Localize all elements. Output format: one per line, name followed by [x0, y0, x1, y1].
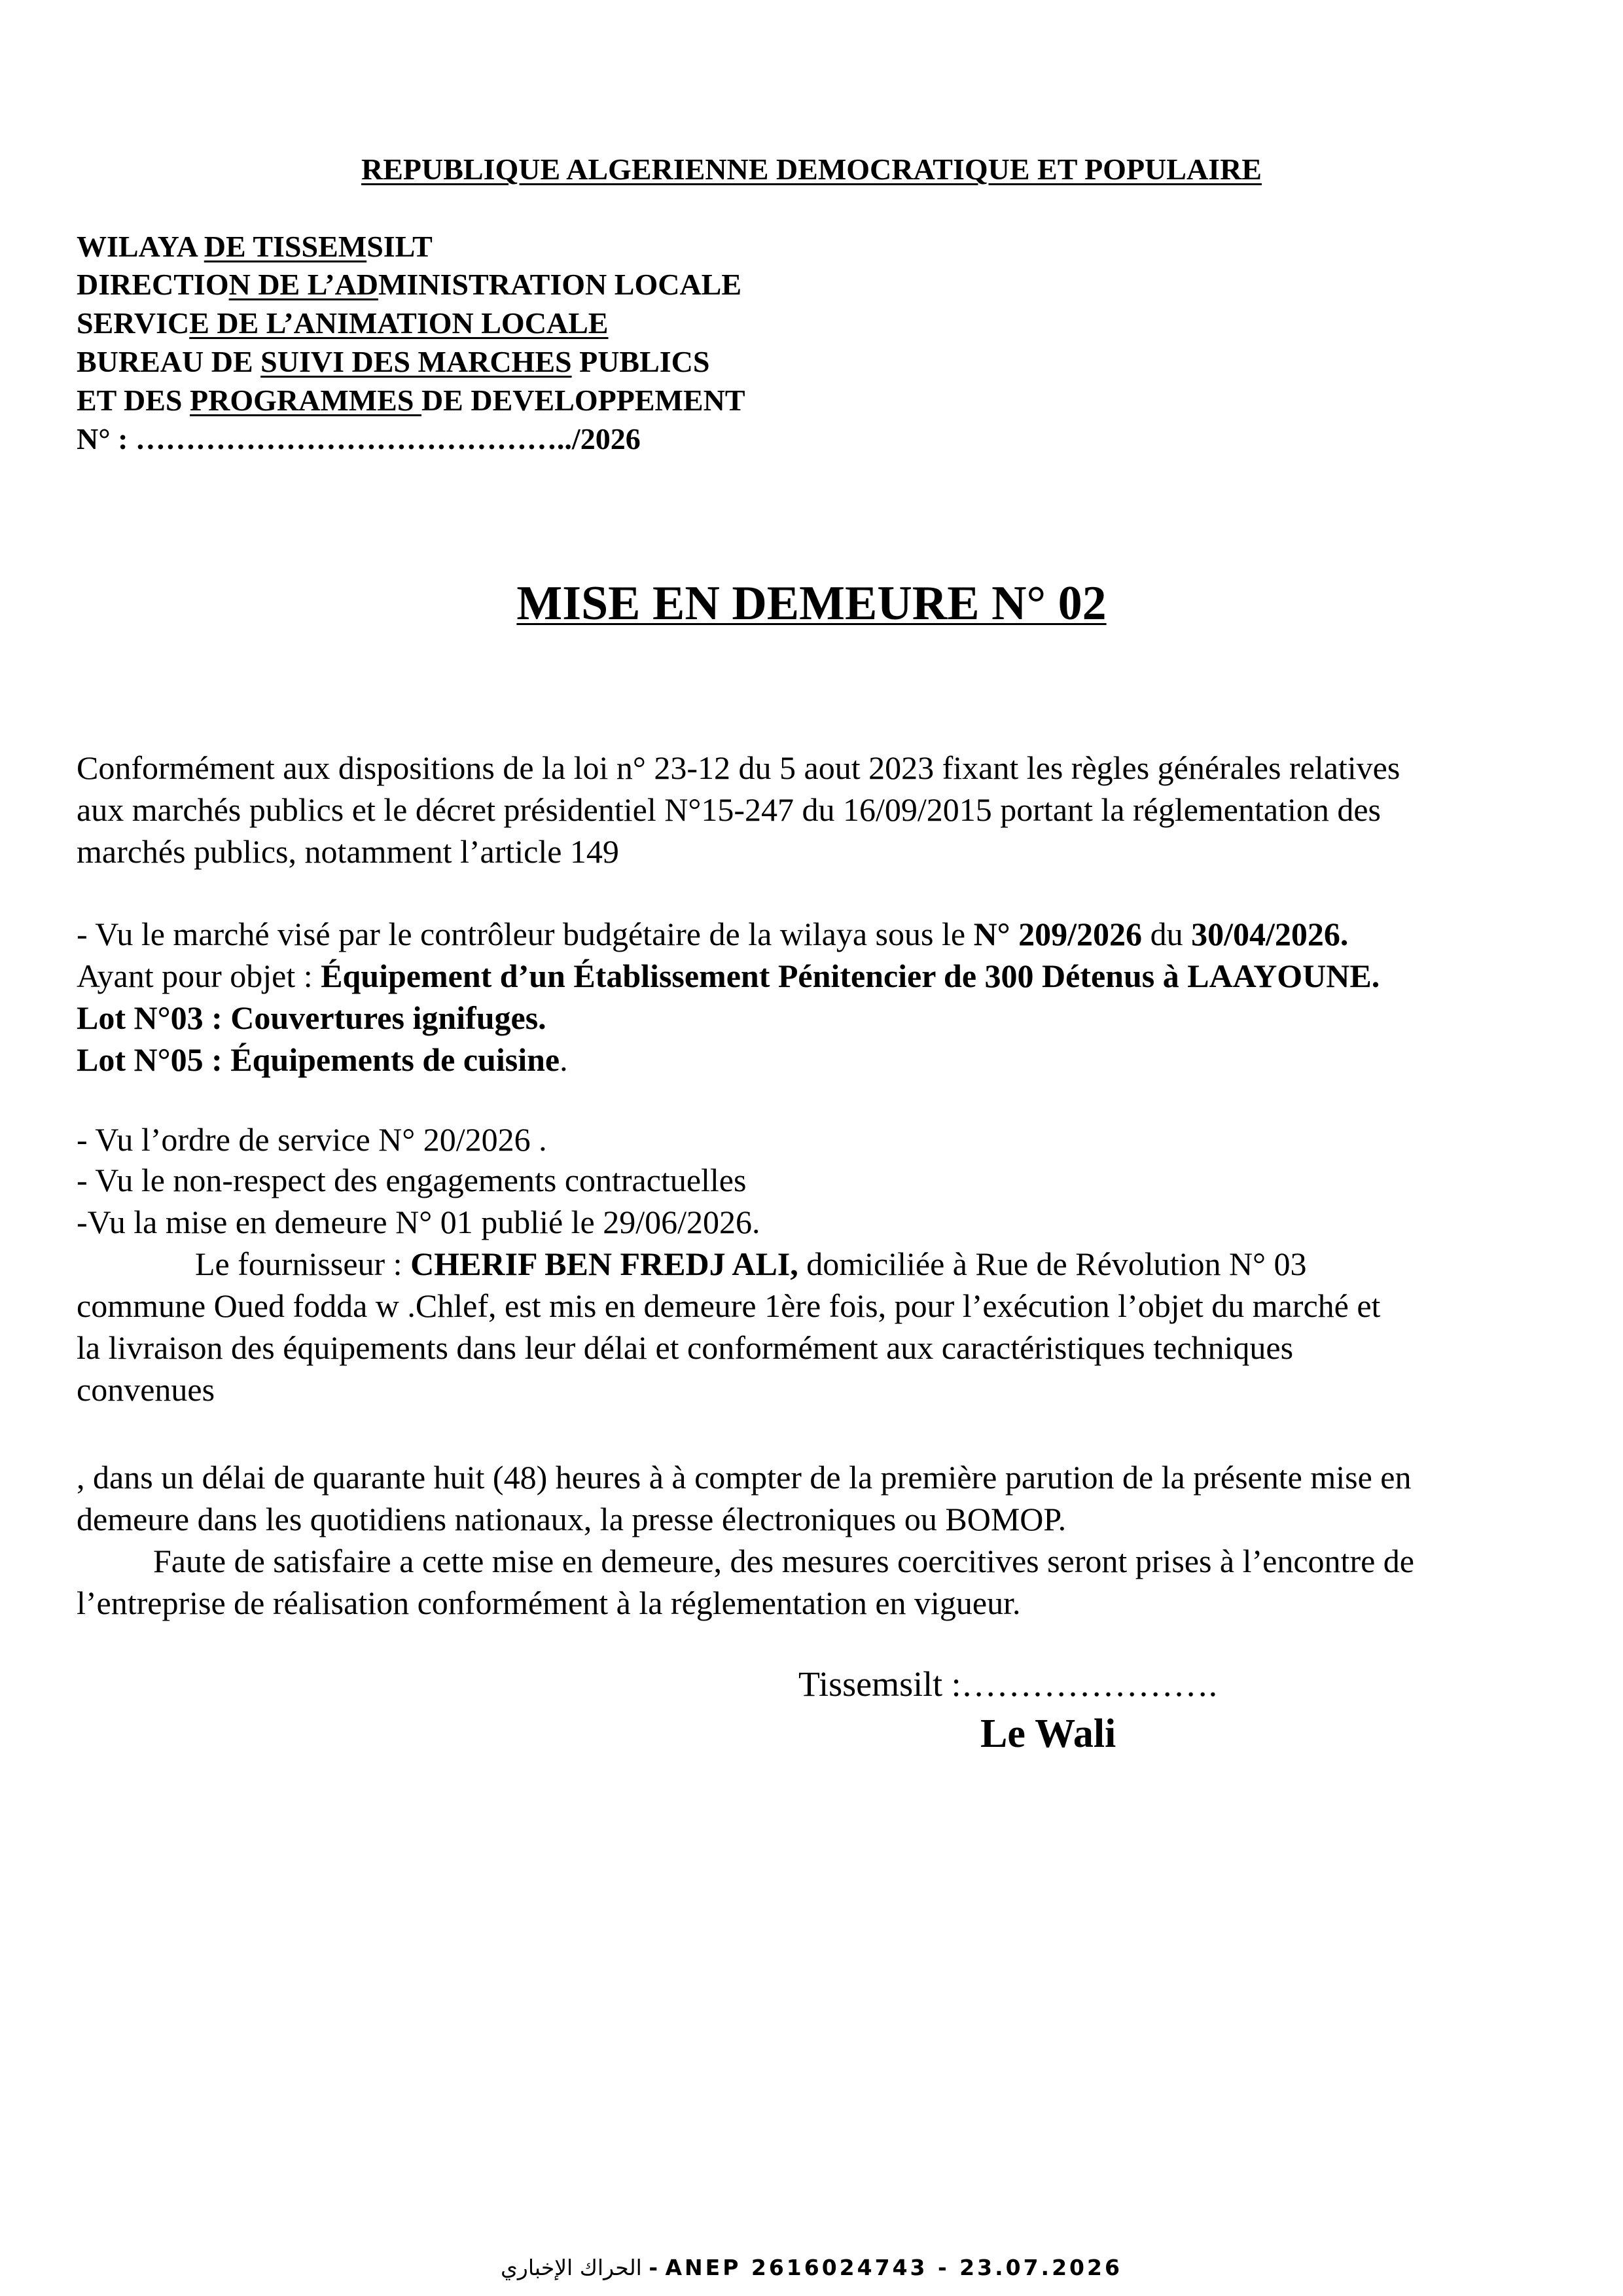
lot-05-line: Lot N°05 : Équipements de cuisine. [77, 1041, 568, 1078]
delay-line-1: , dans un délai de quarante huit (48) heures à à compter de la première parution de la présente mise en [77, 1459, 1412, 1496]
header-programmes: ET DES PROGRAMMES DE DEVELOPPEMENT [77, 384, 745, 417]
document-title: MISE EN DEMEURE N° 02 [516, 577, 1107, 630]
vu-marche-line: - Vu le marché visé par le contrôleur budgétaire de la wilaya sous le N° 209/2026 du 30/04/2026. [77, 916, 1349, 952]
lot-03-line: Lot N°03 : Couvertures ignifuges. [77, 999, 546, 1036]
preamble-line-2: aux marchés publics et le décret présidentiel N°15-247 du 16/09/2015 portant la réglementation des [77, 791, 1382, 828]
faute-line-1: Faute de satisfaire a cette mise en demeure, des mesures coercitives seront prises à l’encontre de [153, 1543, 1414, 1579]
footer-arabic: الحراك الإخباري [501, 2255, 642, 2280]
anep-footer [0, 2255, 1623, 2280]
vu-ordre-service: - Vu l’ordre de service N° 20/2026 . [77, 1121, 547, 1158]
supplier-line-1: Le fournisseur : CHERIF BEN FREDJ ALI, domiciliée à Rue de Révolution N° 03 [195, 1246, 1307, 1282]
header-wilaya: WILAYA DE TISSEMSILT [77, 230, 433, 263]
objet-line: Ayant pour objet : Équipement d’un Établissement Pénitencier de 300 Détenus à LAAYOUNE. [77, 958, 1380, 994]
preamble-line-3: marchés publics, notamment l’article 149 [77, 833, 619, 870]
signature-place: Tissemsilt :…………………. [798, 1664, 1218, 1704]
supplier-line-2: commune Oued fodda w .Chlef, est mis en demeure 1ère fois, pour l’exécution l’objet du marché et [77, 1287, 1381, 1324]
vu-non-respect: - Vu le non-respect des engagements contractuelles [77, 1162, 747, 1198]
supplier-line-4: convenues [77, 1371, 215, 1408]
delay-line-2: demeure dans les quotidiens nationaux, la presse électroniques ou BOMOP. [77, 1501, 1067, 1537]
header-number: N° : ……………………………………../2026 [77, 422, 641, 456]
header-bureau: BUREAU DE SUIVI DES MARCHES PUBLICS [77, 345, 710, 378]
header-direction: DIRECTION DE L’ADMINISTRATION LOCALE [77, 268, 742, 301]
signature-signer: Le Wali [980, 1712, 1116, 1756]
republic-heading: REPUBLIQUE ALGERIENNE DEMOCRATIQUE ET POPULAIRE [361, 152, 1262, 186]
faute-line-2: l’entreprise de réalisation conformément à la réglementation en vigueur. [77, 1585, 1021, 1621]
supplier-line-3: la livraison des équipements dans leur délai et conformément aux caractéristiques techniques [77, 1329, 1294, 1366]
vu-mise-en-demeure-01: -Vu la mise en demeure N° 01 publié le 29/06/2026. [77, 1204, 760, 1240]
footer-code: - ANEP 2616024743 - 23.07.2026 [649, 2255, 1122, 2280]
header-service: SERVICE DE L’ANIMATION LOCALE [77, 306, 609, 340]
preamble-line-1: Conformément aux dispositions de la loi n° 23-12 du 5 aout 2023 fixant les règles générales relatives [77, 749, 1400, 786]
